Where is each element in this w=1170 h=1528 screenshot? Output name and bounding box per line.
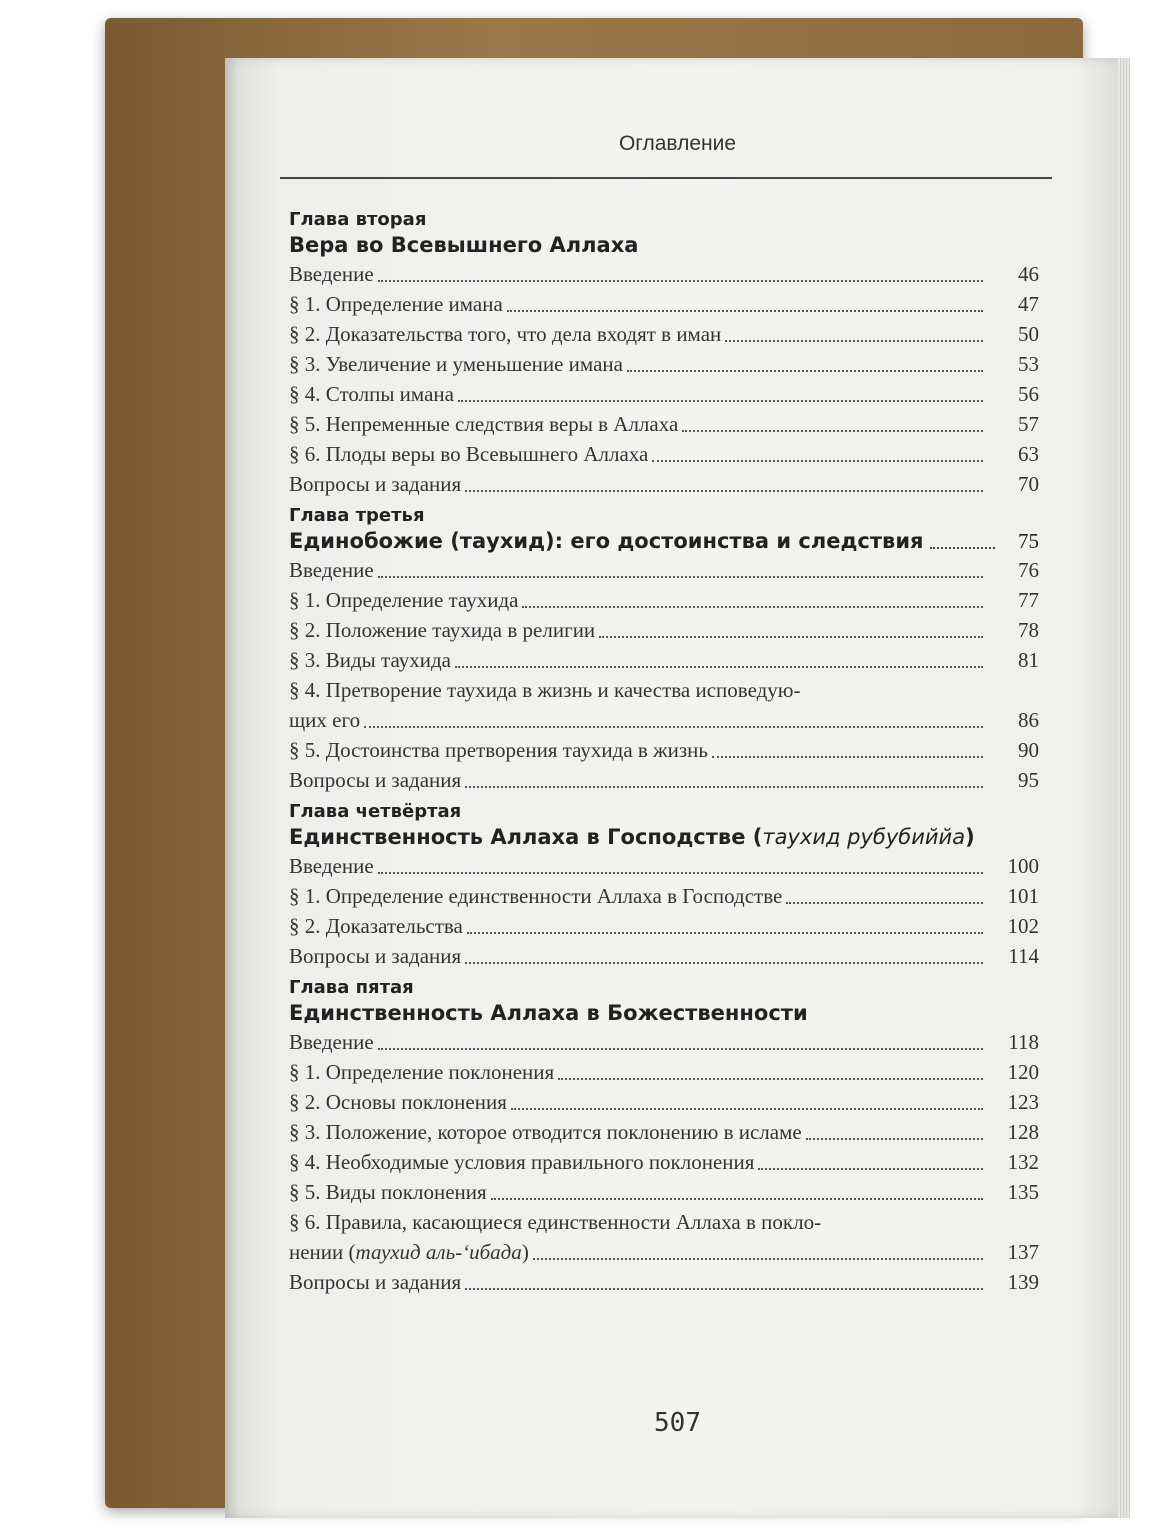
toc-entry[interactable]: § 5. Непременные следствия веры в Аллаха 57 <box>289 412 1039 436</box>
toc-entry[interactable]: § 6. Правила, касающиеся единственности Аллаха в покло- нении (таухид аль-‘ибада) 137 <box>289 1210 1039 1264</box>
chapter-label: Глава вторая <box>289 209 427 230</box>
toc-entry[interactable]: § 1. Определение единственности Аллаха в Господстве 101 <box>289 884 1039 908</box>
toc-entry[interactable]: § 4. Претворение таухида в жизнь и качества исповедую- щих его 86 <box>289 678 1039 732</box>
toc-entry[interactable]: § 2. Доказательства того, что дела входят в иман 50 <box>289 322 1039 346</box>
toc-entry[interactable]: § 1. Определение имана 47 <box>289 292 1039 316</box>
chapter-label: Глава пятая <box>289 977 414 998</box>
chapter-block <box>289 801 1039 971</box>
chapter-title: Единственность Аллаха в Господстве ( таухид рубубиййа ) <box>289 825 975 849</box>
book-page <box>225 58 1130 1518</box>
toc-entry[interactable]: Введение 46 <box>289 262 1039 286</box>
chapter-title[interactable]: Единобожие (таухид): его достоинства и следствия 75 <box>289 529 1039 553</box>
toc-entry[interactable]: § 4. Столпы имана 56 <box>289 382 1039 406</box>
toc-entry[interactable]: § 5. Достоинства претворения таухида в жизнь 90 <box>289 738 1039 762</box>
chapter-title: Единственность Аллаха в Божественности <box>289 1001 808 1025</box>
toc-entry[interactable]: § 1. Определение таухида 77 <box>289 588 1039 612</box>
toc-entry[interactable]: Введение 100 <box>289 854 1039 878</box>
chapter-label: Глава четвёртая <box>289 801 462 822</box>
chapter-block <box>289 977 1039 1297</box>
toc-entry[interactable]: § 2. Основы поклонения 123 <box>289 1090 1039 1114</box>
toc-entry[interactable]: § 3. Положение, которое отводится поклонению в исламе 128 <box>289 1120 1039 1144</box>
toc-entry[interactable]: Введение 76 <box>289 558 1039 582</box>
toc-entry[interactable]: § 6. Плоды веры во Всевышнего Аллаха 63 <box>289 442 1039 466</box>
toc-entry[interactable]: Вопросы и задания 70 <box>289 472 1039 496</box>
table-of-contents <box>289 203 1039 1297</box>
chapter-title: Вера во Всевышнего Аллаха <box>289 233 639 257</box>
toc-entry[interactable]: Вопросы и задания 95 <box>289 768 1039 792</box>
toc-entry[interactable]: § 5. Виды поклонения 135 <box>289 1180 1039 1204</box>
page-number: 507 <box>654 1408 701 1438</box>
toc-entry[interactable]: § 3. Виды таухида 81 <box>289 648 1039 672</box>
toc-entry[interactable]: § 4. Необходимые условия правильного поклонения 132 <box>289 1150 1039 1174</box>
toc-entry[interactable]: § 2. Доказательства 102 <box>289 914 1039 938</box>
toc-entry[interactable]: Вопросы и задания 114 <box>289 944 1039 968</box>
chapter-label: Глава третья <box>289 505 425 526</box>
toc-entry[interactable]: § 3. Увеличение и уменьшение имана 53 <box>289 352 1039 376</box>
book-cover <box>105 18 1083 1508</box>
toc-entry[interactable]: § 1. Определение поклонения 120 <box>289 1060 1039 1084</box>
page-edge <box>1118 58 1130 1518</box>
toc-entry[interactable]: § 2. Положение таухида в религии 78 <box>289 618 1039 642</box>
toc-entry[interactable]: Вопросы и задания 139 <box>289 1270 1039 1294</box>
running-head: Оглавление <box>618 132 737 155</box>
header-rule <box>280 177 1052 179</box>
chapter-block <box>289 209 1039 499</box>
chapter-block <box>289 505 1039 795</box>
toc-entry[interactable]: Введение 118 <box>289 1030 1039 1054</box>
